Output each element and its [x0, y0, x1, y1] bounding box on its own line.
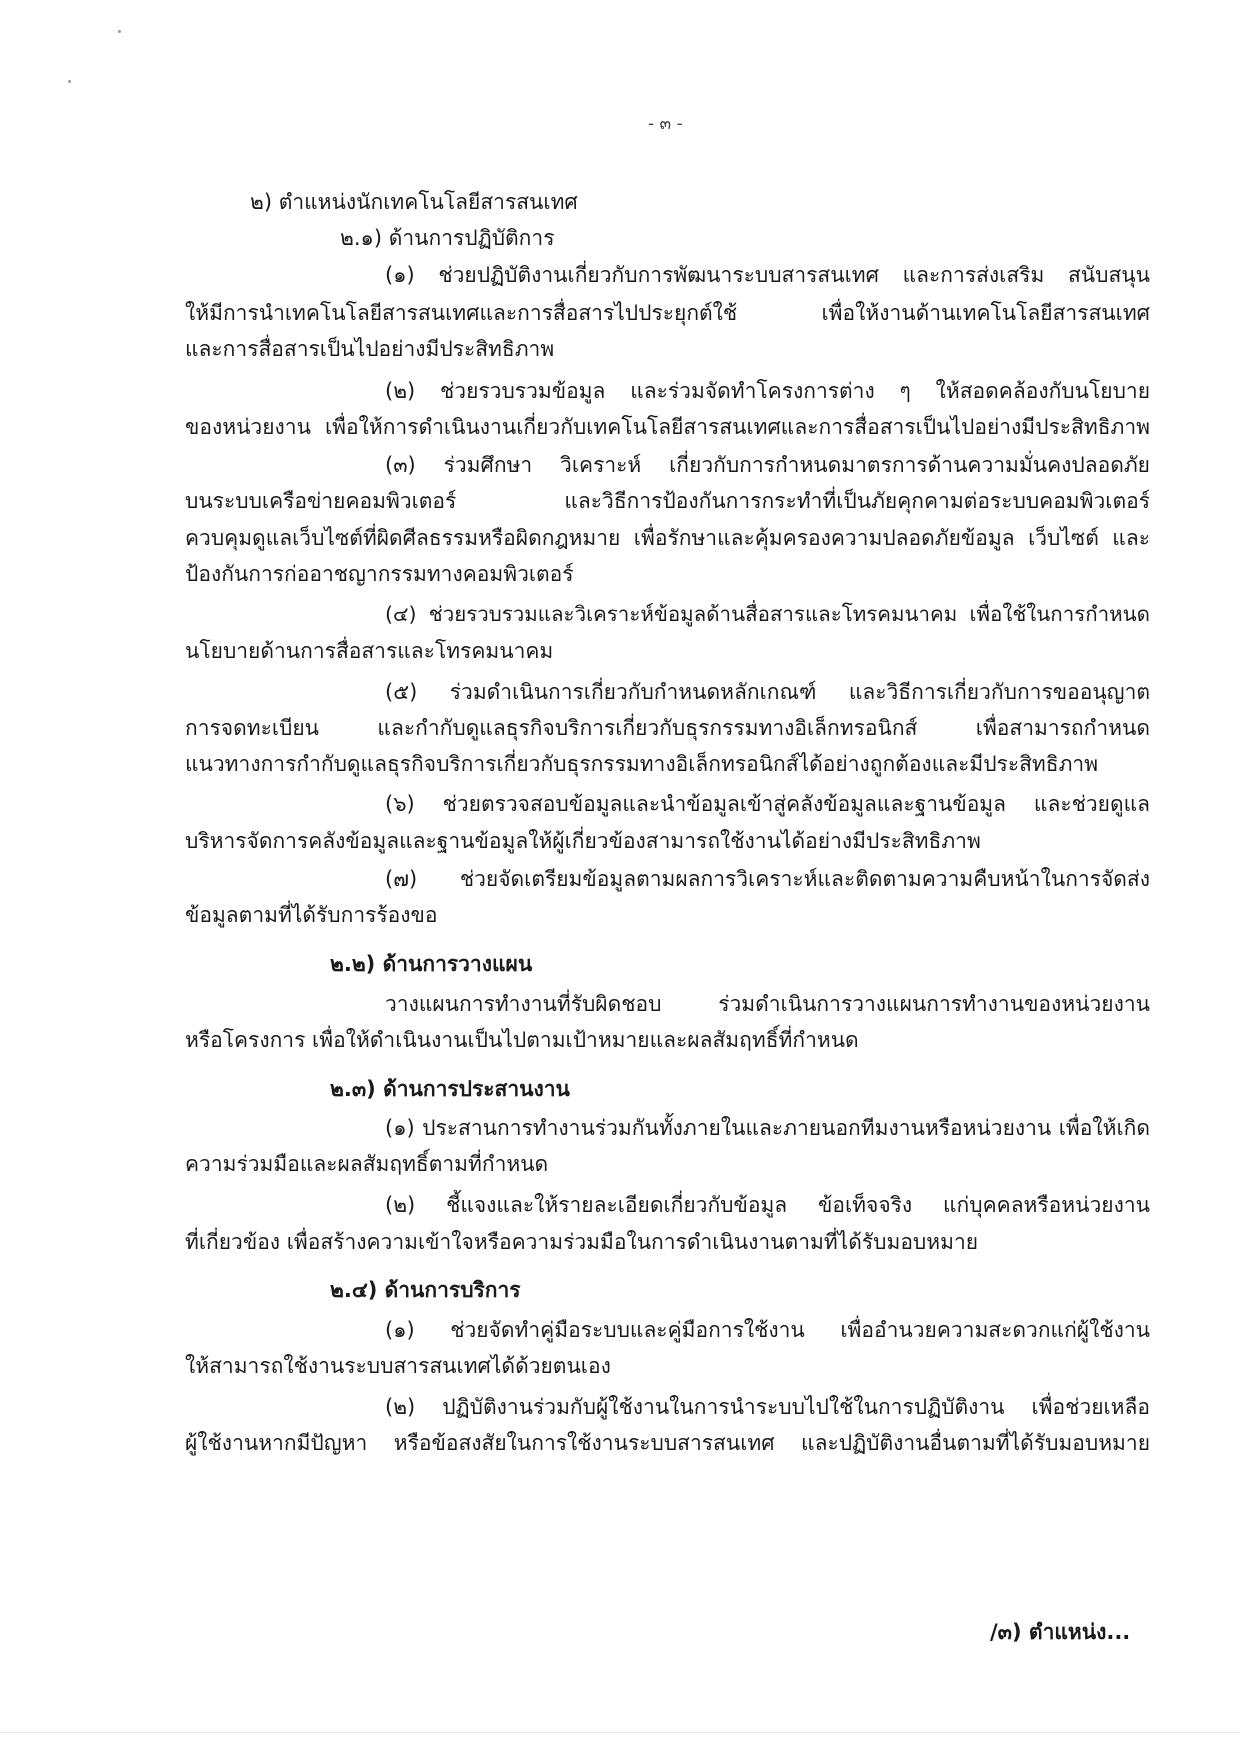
paragraph-line: ที่เกี่ยวข้อง เพื่อสร้างความเข้าใจหรือความร่วมมือในการดำเนินงานตามที่ได้รับมอบหมาย — [185, 1230, 979, 1254]
paragraph-line: วางแผนการทำงานที่รับผิดชอบ ร่วมดำเนินการวางแผนการทำงานของหน่วยงาน — [385, 992, 1150, 1016]
paragraph-line: (๔) ช่วยรวบรวมและวิเคราะห์ข้อมูลด้านสื่อสารและโทรคมนาคม เพื่อใช้ในการกำหนด — [385, 602, 1150, 626]
paragraph-line: ความร่วมมือและผลสัมฤทธิ์ตามที่กำหนด — [185, 1152, 549, 1176]
paragraph-line: การจดทะเบียน และกำกับดูแลธุรกิจบริการเกี่ยวกับธุรกรรมทางอิเล็กทรอนิกส์ เพื่อสามารถกำหนด — [185, 716, 1150, 740]
section-2-1-title: ๒.๑) ด้านการปฏิบัติการ — [340, 226, 555, 250]
paragraph-line: (๑) ช่วยจัดทำคู่มือระบบและคู่มือการใช้งาน เพื่ออำนวยความสะดวกแก่ผู้ใช้งาน — [385, 1318, 1150, 1342]
paragraph-line: ควบคุมดูแลเว็บไซต์ที่ผิดศีลธรรมหรือผิดกฎหมาย เพื่อรักษาและคุ้มครองความปลอดภัยข้อมูล เว็บไซต์ และ — [185, 526, 1150, 550]
paragraph-line: (๗) ช่วยจัดเตรียมข้อมูลตามผลการวิเคราะห์และติดตามความคืบหน้าในการจัดส่ง — [385, 867, 1150, 891]
paragraph-line: (๒) ชี้แจงและให้รายละเอียดเกี่ยวกับข้อมูล ข้อเท็จจริง แก่บุคคลหรือหน่วยงาน — [385, 1193, 1150, 1217]
paragraph-line: ให้สามารถใช้งานระบบสารสนเทศได้ด้วยตนเอง — [185, 1354, 611, 1378]
paragraph-line: (๕) ร่วมดำเนินการเกี่ยวกับกำหนดหลักเกณฑ์ และวิธีการเกี่ยวกับการขออนุญาต — [385, 680, 1150, 704]
paragraph-line: บนระบบเครือข่ายคอมพิวเตอร์ และวิธีการป้องกันการกระทำที่เป็นภัยคุกคามต่อระบบคอมพิวเตอร์ — [185, 489, 1150, 513]
paragraph-line: ของหน่วยงาน เพื่อให้การดำเนินงานเกี่ยวกับเทคโนโลยีสารสนเทศและการสื่อสารเป็นไปอย่างมีประสิทธิภาพ — [185, 415, 1150, 439]
paragraph-line: (๖) ช่วยตรวจสอบข้อมูลและนำข้อมูลเข้าสู่คลังข้อมูลและฐานข้อมูล และช่วยดูแล — [385, 792, 1150, 816]
position-heading: ๒) ตำแหน่งนักเทคโนโลยีสารสนเทศ — [250, 190, 578, 214]
continuation-marker: /๓) ตำแหน่ง... — [990, 1620, 1131, 1644]
paragraph-line: (๑) ช่วยปฏิบัติงานเกี่ยวกับการพัฒนาระบบสารสนเทศ และการส่งเสริม สนับสนุน — [385, 263, 1150, 287]
paragraph-line: (๒) ปฏิบัติงานร่วมกับผู้ใช้งานในการนำระบบไปใช้ในการปฏิบัติงาน เพื่อช่วยเหลือ — [385, 1395, 1150, 1419]
paragraph-line: ป้องกันการก่ออาชญากรรมทางคอมพิวเตอร์ — [185, 562, 574, 586]
paragraph-line: (๓) ร่วมศึกษา วิเคราะห์ เกี่ยวกับการกำหนดมาตรการด้านความมั่นคงปลอดภัย — [385, 453, 1150, 477]
section-2-2-title: ๒.๒) ด้านการวางแผน — [330, 952, 533, 976]
paragraph-line: และการสื่อสารเป็นไปอย่างมีประสิทธิภาพ — [185, 337, 555, 361]
paragraph-line: ผู้ใช้งานหากมีปัญหา หรือข้อสงสัยในการใช้งานระบบสารสนเทศ และปฏิบัติงานอื่นตามที่ได้รับมอบหมาย — [185, 1431, 1150, 1455]
paragraph-line: ให้มีการนำเทคโนโลยีสารสนเทศและการสื่อสารไปประยุกต์ใช้ เพื่อให้งานด้านเทคโนโลยีสารสนเทศ — [185, 301, 1150, 325]
section-2-3-title: ๒.๓) ด้านการประสานงาน — [330, 1077, 570, 1101]
scan-speck — [118, 30, 121, 33]
paragraph-line: นโยบายด้านการสื่อสารและโทรคมนาคม — [185, 639, 554, 663]
paragraph-line: บริหารจัดการคลังข้อมูลและฐานข้อมูลให้ผู้เกี่ยวข้องสามารถใช้งานได้อย่างมีประสิทธิภาพ — [185, 829, 981, 853]
paragraph-line: (๑) ประสานการทำงานร่วมกันทั้งภายในและภายนอกทีมงานหรือหน่วยงาน เพื่อให้เกิด — [385, 1116, 1150, 1140]
paragraph-line: แนวทางการกำกับดูแลธุรกิจบริการเกี่ยวกับธุรกรรมทางอิเล็กทรอนิกส์ได้อย่างถูกต้องและมีประสิทธิภาพ — [185, 752, 1099, 776]
paragraph-line: ข้อมูลตามที่ได้รับการร้องขอ — [185, 903, 438, 927]
paragraph-line: หรือโครงการ เพื่อให้ดำเนินงานเป็นไปตามเป้าหมายและผลสัมฤทธิ์ที่กำหนด — [185, 1028, 859, 1052]
page-number: - ๓ - — [648, 114, 683, 134]
section-2-4-title: ๒.๔) ด้านการบริการ — [330, 1278, 521, 1302]
scan-edge-line — [0, 1732, 1240, 1733]
scan-speck — [68, 80, 71, 83]
paragraph-line: (๒) ช่วยรวบรวมข้อมูล และร่วมจัดทำโครงการต่าง ๆ ให้สอดคล้องกับนโยบาย — [385, 379, 1150, 403]
